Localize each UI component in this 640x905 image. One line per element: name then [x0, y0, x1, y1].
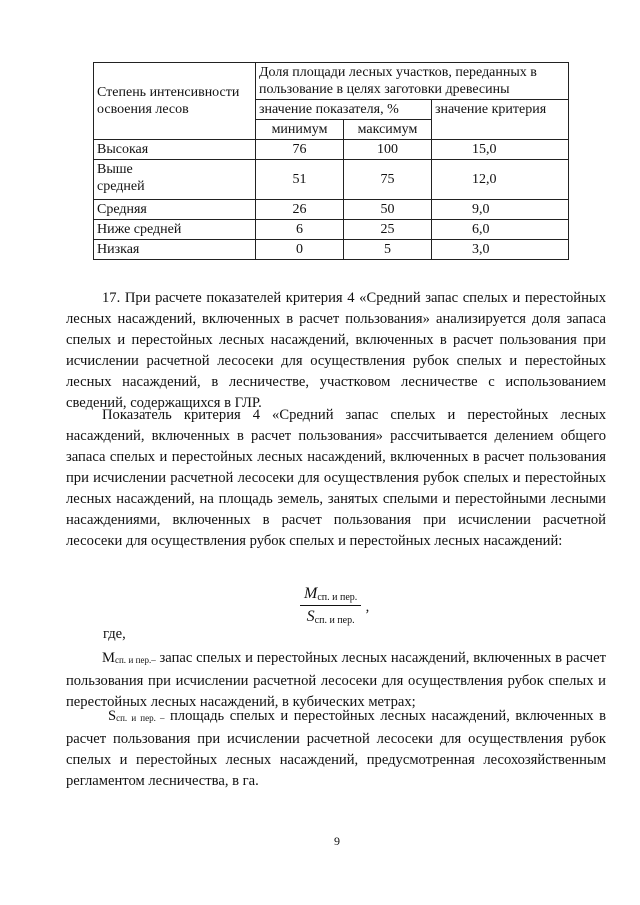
row-criterion: 6,0	[432, 220, 569, 240]
header-maximum: максимум	[344, 120, 432, 140]
row-label: Низкая	[94, 240, 256, 260]
def-s-text: площадь спелых и перестойных лесных насаждений, включенных в расчет пользования при исчислении расчетной лесосеки для осуществления рубок спелых и перестойных лесных насаждений, предусмотренная лесохозяйственным регламентом лесничества, в га.	[66, 708, 606, 789]
row-max: 5	[344, 240, 432, 260]
formula-denominator	[300, 606, 361, 626]
row-min: 76	[256, 140, 344, 160]
formula-den-symbol: S	[306, 608, 315, 625]
def-m-text: запас спелых и перестойных лесных насаждений, включенных в расчет пользования при исчислении расчетной лесосеки для осуществления рубок спелых и перестойных лесных насаждений, в кубических метрах;	[66, 650, 606, 710]
criteria-table	[93, 62, 569, 260]
row-criterion: 3,0	[432, 240, 569, 260]
row-label	[94, 160, 256, 200]
row-label: Ниже средней	[94, 220, 256, 240]
formula-num-sub: сп. и пер.	[317, 592, 358, 603]
row-criterion: 9,0	[432, 200, 569, 220]
row-max: 25	[344, 220, 432, 240]
def-s-symbol: S	[108, 708, 117, 724]
def-s-sub: сп. и пер. –	[116, 713, 165, 723]
paragraph-indicator: Показатель критерия 4 «Средний запас спелых и перестойных лесных насаждений, включенных в расчет пользования» рассчитывается делением общего запаса спелых и перестойных лесных насаждений, включенных в расчет пользования при исчислении расчетной лесосеки для осуществления рубок спелых и перестойных лесных насаждений, на площадь земель, занятых спелыми и перестойными лесными насаждениями, включенных в расчет пользования при исчислении расчетной лесосеки для осуществления рубок спелых и перестойных лесных насаждений:	[66, 407, 606, 549]
def-m-sub: сп. и пер.–	[114, 655, 156, 665]
header-criterion-value: значение критерия	[432, 100, 569, 140]
where-label: где,	[103, 626, 126, 642]
row-min: 51	[256, 160, 344, 200]
def-m-symbol: M	[102, 650, 115, 666]
row-criterion: 12,0	[432, 160, 569, 200]
row-min: 6	[256, 220, 344, 240]
table-row	[94, 220, 569, 240]
header-minimum: минимум	[256, 120, 344, 140]
formula	[300, 585, 370, 626]
row-min: 0	[256, 240, 344, 260]
page-number: 9	[334, 834, 340, 848]
table-row	[94, 200, 569, 220]
formula-numerator	[300, 585, 361, 606]
row-label: Средняя	[94, 200, 256, 220]
table-row	[94, 160, 569, 200]
paragraph-17: 17. При расчете показателей критерия 4 «Средний запас спелых и перестойных лесных насаждений, включенных в расчет пользования» анализируется доля запаса спелых и перестойных лесных насаждений, включенных в расчет пользования при исчислении расчетной лесосеки для осуществления рубок спелых и перестойных лесных насаждений, в лесничестве, участковом лесничестве с использованием сведений, содержащихся в ГЛР.	[66, 290, 606, 411]
row-criterion: 15,0	[432, 140, 569, 160]
table-row	[94, 240, 569, 260]
header-indicator-value: значение показателя, %	[256, 100, 432, 120]
row-max: 75	[344, 160, 432, 200]
row-label: Высокая	[94, 140, 256, 160]
definition-s	[66, 706, 606, 792]
table-row	[94, 140, 569, 160]
header-intensity: Степень интенсивности освоения лесов	[94, 63, 256, 140]
definition-m	[66, 648, 606, 713]
formula-num-symbol: M	[304, 585, 318, 602]
row-min: 26	[256, 200, 344, 220]
row-label-text: Выше средней	[97, 162, 145, 194]
row-max: 100	[344, 140, 432, 160]
formula-comma: ,	[365, 599, 370, 615]
formula-den-sub: сп. и пер.	[314, 615, 355, 626]
row-max: 50	[344, 200, 432, 220]
header-forest-share: Доля площади лесных участков, переданных в пользование в целях заготовки древесины	[256, 63, 569, 100]
